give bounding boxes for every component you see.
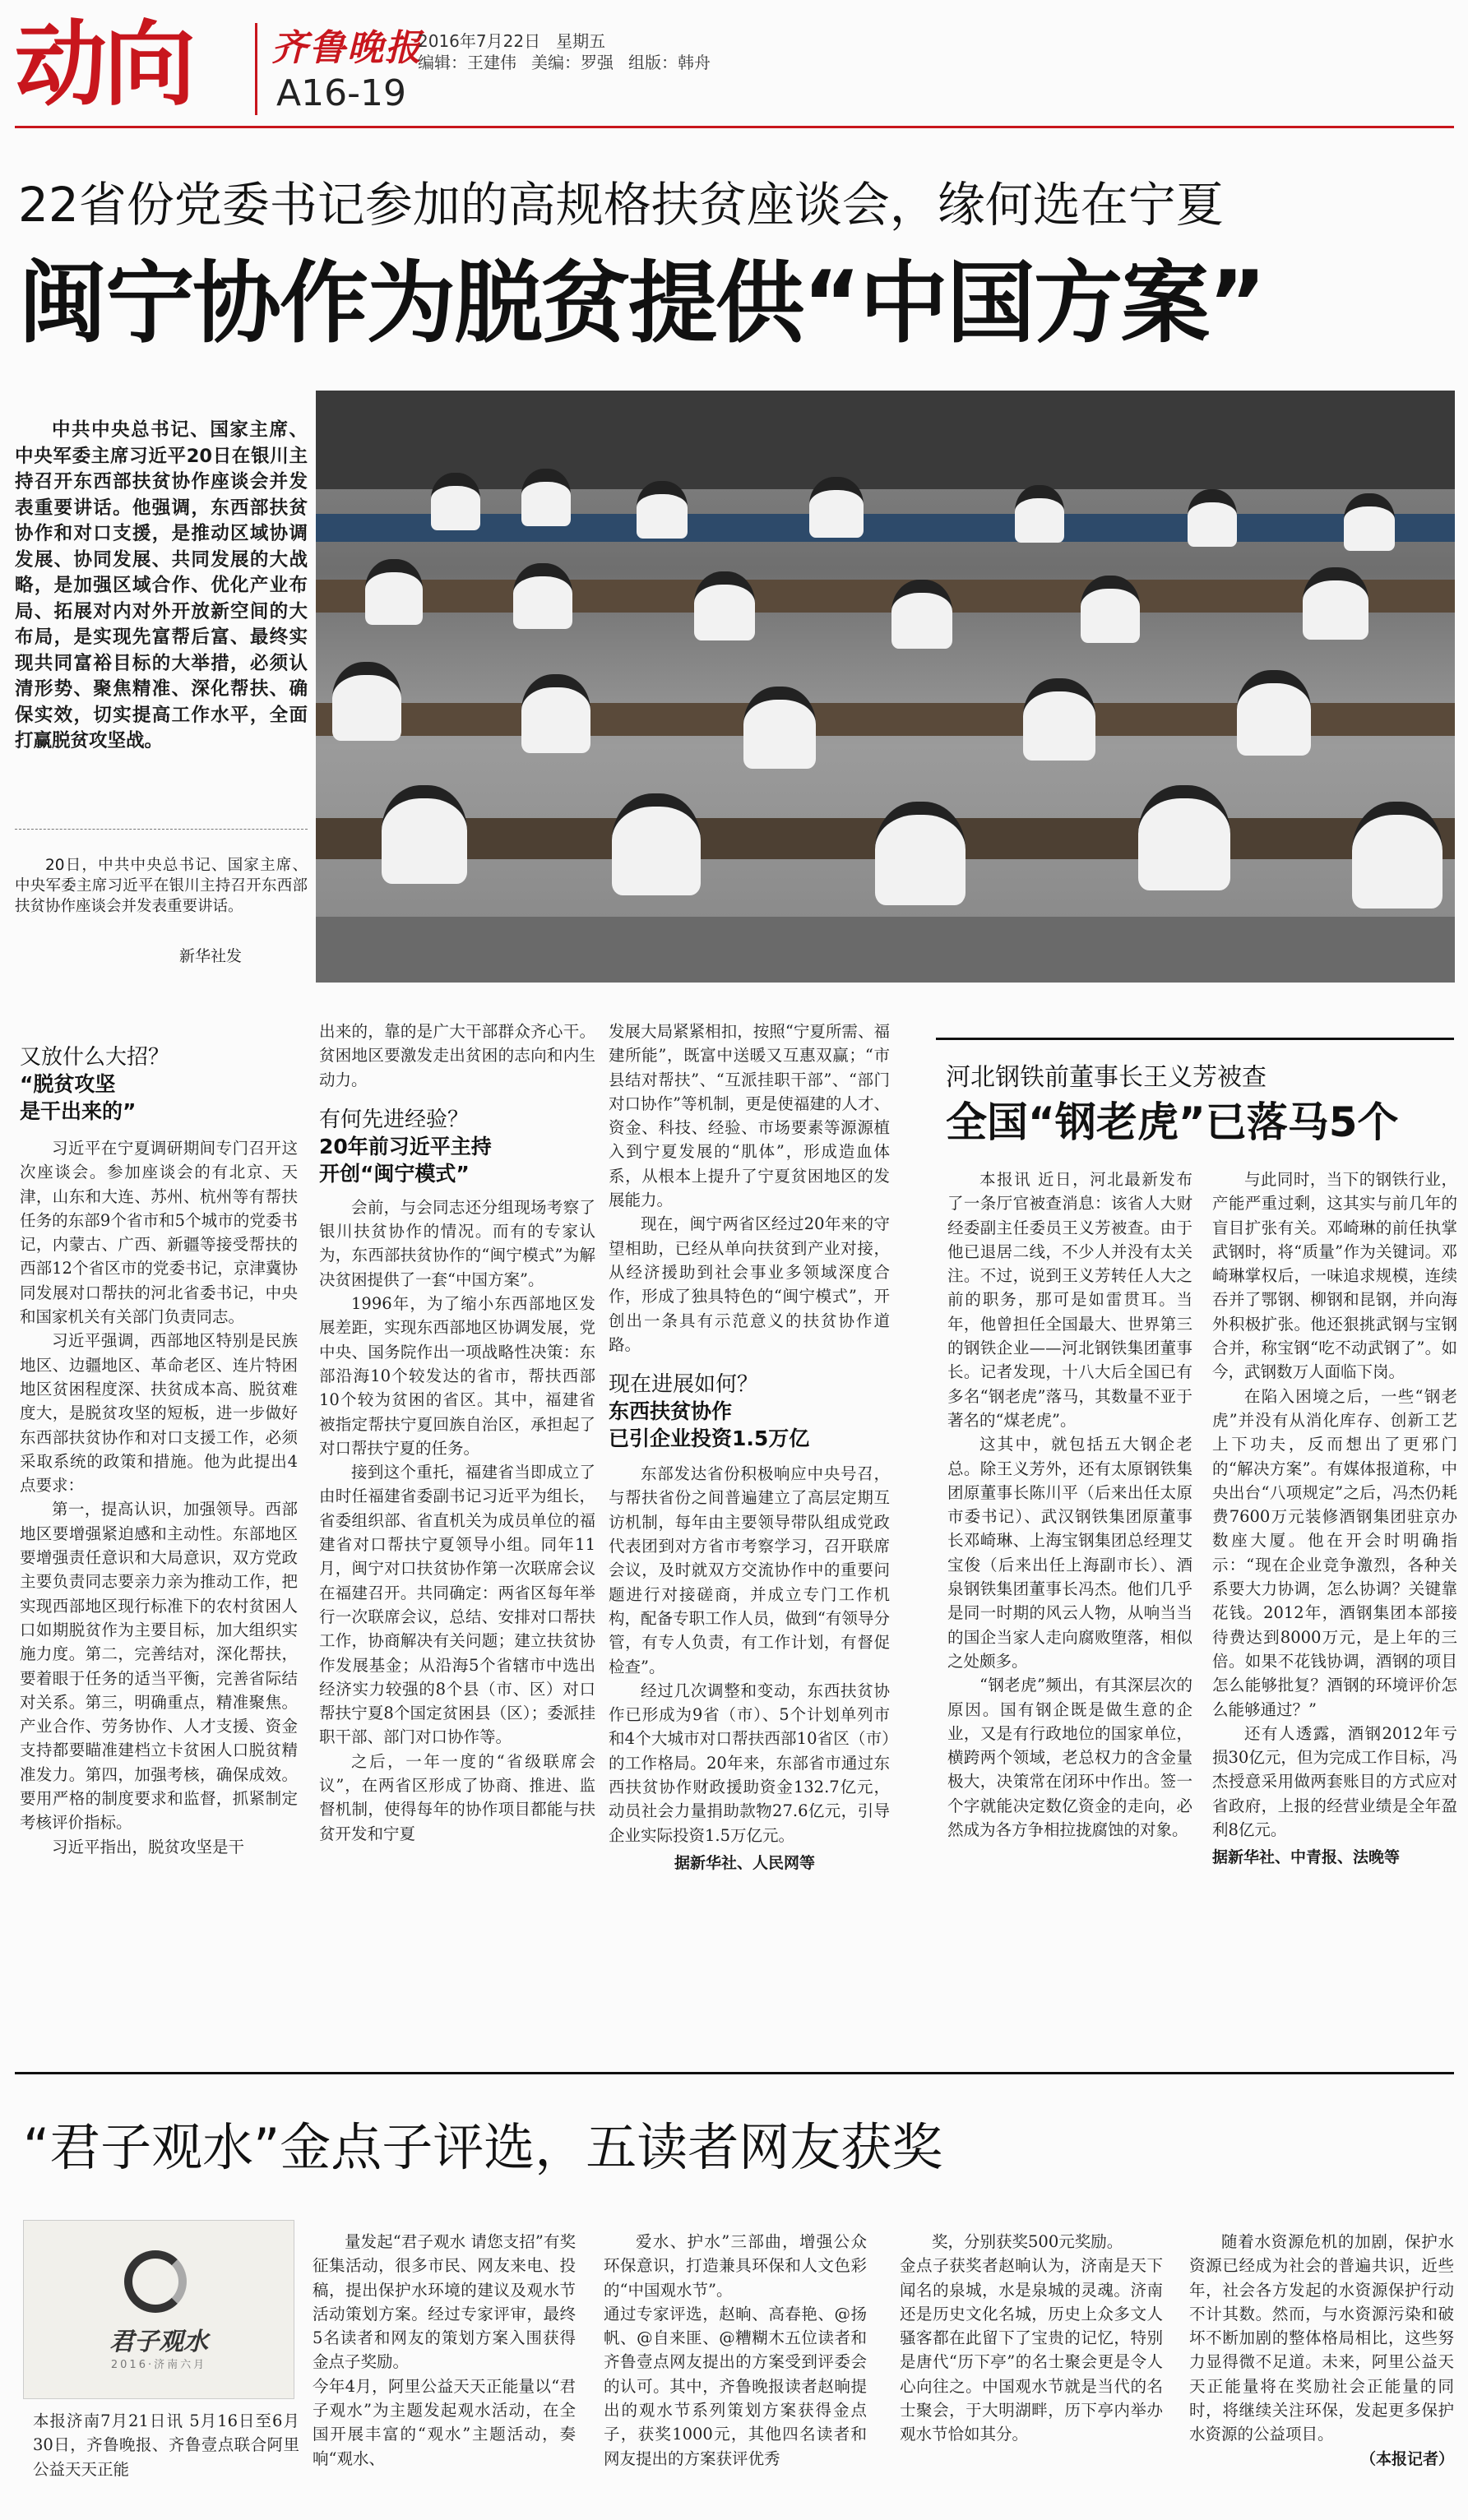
logo-subtitle: 2016·济南六月 [110, 2359, 207, 2371]
paragraph: 习近平在宁夏调研期间专门召开这次座谈会。参加座谈会的有北京、天津，山东和大连、苏州、杭州等有帮扶任务的东部9个省市和5个城市的党委书记，内蒙古、广西、新疆等接受帮扶的西部12个省区市的党委书记，京津冀协同发展对口帮扶的河北省委书记，中央和国家机关有关部门负责同志。 [20, 1139, 298, 1327]
bottom-column-a: 本报济南7月21日讯 5月16日至6月30日，齐鲁晚报、齐鲁壹点联合阿里公益天天正能 [33, 2411, 299, 2479]
main-kicker: 22省份党委书记参加的高规格扶贫座谈会，缘何选在宁夏 [18, 177, 1224, 233]
right-headline: 全国“钢老虎”已落马5个 [946, 1098, 1399, 1146]
bottom-article-rule [15, 2072, 1454, 2074]
paragraph: 这其中，就包括五大钢企老总。除王义芳外，还有太原钢铁集团原董事长陈川平（后来出任太原市委书记）、武汉钢铁集团原董事长邓崎琳、上海宝钢集团总经理艾宝俊（后来出任上海副市长）、酒泉钢铁集团董事长冯杰。他们几乎是同一时期的风云人物，从响当当的国企当家人走向腐败堕落，相似之处颇多。 [947, 1435, 1192, 1671]
header-divider [255, 23, 257, 115]
bottom-headline: “君子观水”金点子评选，五读者网友获奖 [23, 2117, 943, 2177]
masthead-logo: 齐鲁晚报 [271, 27, 423, 69]
subhead-answer-line1: 东西扶贫协作 [609, 1399, 733, 1424]
paragraph: 现在，闽宁两省区经过20年来的守望相助，已经从单向扶贫到产业对接，从经济援助到社会事业多领域深度合作，形成了独具特色的“闽宁模式”，开创出一条具有示范意义的扶贫协作道路。 [609, 1214, 890, 1354]
lead-in-text: 出来的，靠的是广大干部群众齐心干。贫困地区要激发走出贫困的志向和内生动力。 [319, 1022, 595, 1089]
subhead-answer-line2: 已引企业投资1.5万亿 [609, 1426, 810, 1451]
staff-credits [418, 49, 725, 73]
photo-caption: 20日，中共中央总书记、国家主席、中央军委主席习近平在银川主持召开东西部扶贫协作座谈会并发表重要讲话。 [15, 857, 308, 915]
article-column-2 [319, 1020, 595, 1846]
paragraph: 会前，与会同志还分组现场考察了银川扶贫协作的情况。而有的专家认为，东西部扶贫协作的“闽宁模式”为解决贫困提供了一套“中国方案”。 [319, 1197, 595, 1289]
designer: 美编：罗强 [531, 53, 614, 72]
paragraph: 与此同时，当下的钢铁行业，产能严重过剩，这其实与前几年的盲目扩张有关。邓崎琳的前任执掌武钢时，将“质量”作为关键词。邓崎琳掌权后，一味追求规模，连续吞并了鄂钢、柳钢和昆钢，并向海外积极扩张。他还狠挑武钢与宝钢合并，称宝钢“吃不动武钢了”。如今，武钢数万人面临下岗。 [1212, 1170, 1457, 1382]
right-column-a [947, 1168, 1192, 1842]
article-source: 据新华社、人民网等 [674, 1853, 816, 1872]
section-title: 动向 [15, 12, 192, 118]
paragraph: 接到这个重托，福建省当即成立了由时任福建省委副书记习近平为组长，省委组织部、省直机关为成员单位的福建省对口帮扶宁夏领导小组。同年11月，闽宁对口扶贫协作第一次联席会议在福建召开。共同确定：两省区每年举行一次联席会议，总结、安排对口帮扶工作，协商解决有关问题；建立扶贫协作发展基金；从沿海5个省辖市中选出经济实力较强的8个县（市、区）对口帮扶宁夏8个国定贫困县（区）；委派挂职干部、部门对口协作等。 [319, 1463, 595, 1747]
page-range: A16-19 [276, 72, 406, 114]
editor: 编辑：王建伟 [418, 53, 516, 72]
subhead-answer-line1: 20年前习近平主持 [319, 1134, 492, 1158]
caption-divider [15, 829, 308, 830]
article-source: 据新华社、中青报、法晚等 [1212, 1848, 1401, 1867]
bottom-column-b: 量发起“君子观水 请您支招”有奖征集活动，很多市民、网友来电、投稿，提出保护水环境的建议及观水节活动策划方案。经过专家评审，最终5名读者和网友的策划方案入围获得金点子奖励。 今年4月，阿里公益天天正能量以“君子观水”为主题发起观水活动，在全国开展丰富的“观水”主题活动，奏响“观水、 [313, 2232, 576, 2468]
column-body [20, 1136, 298, 1859]
logo-text: 君子观水 [109, 2328, 208, 2356]
subhead-question: 又放什么大招？ [20, 1045, 170, 1070]
column-body [319, 1195, 595, 1846]
subhead-answer-line2: 开创“闽宁模式” [319, 1161, 470, 1186]
column-body [609, 1462, 890, 1847]
lead-in-text: 发展大局紧紧相扣，按照“宁夏所需、福建所能”，既富中送暖又互惠双赢；“市县结对帮扶”、“互派挂职干部”、“部门对口协作”等机制，更是使福建的人才、资金、科技、经验、市场要素等源源植入到宁夏发展的“肌体”，形成造血体系，从根本上提升了宁夏贫困地区的发展能力。 [609, 1022, 890, 1210]
paragraph: 在陷入困境之后，一些“钢老虎”并没有从消化库存、创新工艺上下功夫，反而想出了更邪门的“解决方案”。有媒体报道称，中央出台“八项规定”之后，冯杰仍耗费7600万元装修酒钢集团驻京办数座大厦。他在开会时明确指示：“现在企业竞争激烈，各种关系要大力协调，怎么协调？关键靠花钱。2012年，酒钢集团本部接待费达到8000万元，是上年的三倍。如果不花钱协调，酒钢的项目怎么能够批复？酒钢的环境评价怎么能够通过？” [1212, 1386, 1457, 1719]
subhead-answer-line1: “脱贫攻坚 [20, 1072, 116, 1096]
paragraph: 经过几次调整和变动，东西扶贫协作已形成为9省（市）、5个计划单列市和4个大城市对口帮扶西部10省区（市）的工作格局。20年来，东部省市通过东西扶贫协作财政援助资金132.7亿元，动员社会力量捐助款物27.6亿元，引导企业实际投资1.5万亿元。 [609, 1681, 890, 1845]
column-body [1212, 1168, 1457, 1842]
right-column-b [1212, 1168, 1457, 1867]
subhead-group [319, 1107, 595, 1187]
paragraph: 1996年，为了缩小东西部地区发展差距，实现东西部地区协调发展，党中央、国务院作出一项战略性决策：东部沿海10个较发达的省市，帮扶西部10个较为贫困的省区。其中，福建省被指定帮扶宁夏回族自治区，承担起了对口帮扶宁夏的任务。 [319, 1294, 595, 1458]
event-logo [23, 2220, 294, 2399]
weekday: 星期五 [556, 31, 606, 51]
layout-editor: 组版：韩舟 [628, 53, 711, 72]
bottom-column-c: 爱水、护水”三部曲，增强公众环保意识，打造兼具环保和人文色彩的“中国观水节”。 通过专家评选，赵晌、高春艳、@扬帆、@自来匪、@糟糊木五位读者和齐鲁壹点网友提出的方案受到评委会的认可。其中，齐鲁晚报读者赵晌提出的观水节系列策划方案获得金点子，获奖1000元，其他四名读者和网友提出的方案获评优秀 [604, 2232, 867, 2468]
paragraph: 习近平强调，西部地区特别是民族地区、边疆地区、革命老区、连片特困地区贫困程度深、扶贫成本高、脱贫难度大，是脱贫攻坚的短板，进一步做好东西部扶贫协作和对口支援工作，必须采取系统的政策和措施。他为此提出4点要求： [20, 1331, 298, 1496]
article-column-3 [609, 1020, 890, 1873]
paragraph: 之后，一年一度的“省级联席会议”，在两省区形成了协商、推进、监督机制，使得每年的协作项目都能与扶贫开发和宁夏 [319, 1751, 595, 1843]
paragraph: 本报讯 近日，河北最新发布了一条厅官被查消息：该省人大财经委副主任委员王义芳被查。由于他已退居二线，不少人并没有太关注。不过，说到王义芳转任人大之前的职务，那可是如雷贯耳。当年，他曾担任全国最大、世界第三的钢铁企业——河北钢铁集团董事长。记者发现，十八大后全国已有多名“钢老虎”落马，其数量不亚于著名的“煤老虎”。 [947, 1170, 1192, 1430]
issue-date [418, 28, 605, 52]
column-body: 随着水资源危机的加剧，保护水资源已经成为社会的普遍共识，近些年，社会各方发起的水资源保护行动不计其数。然而，与水资源污染和破坏不断加剧的整体格局相比，这些努力显得微不足道。未来，阿里公益天天正能量将在奖励社会正能量的同时，将继续关注环保，发起更多保护水资源的公益项目。 [1189, 2232, 1454, 2444]
right-article-rule [936, 1038, 1454, 1040]
subhead-answer-line2: 是干出来的” [20, 1099, 137, 1123]
bottom-column-e [1189, 2230, 1454, 2469]
date: 2016年7月22日 [418, 31, 541, 51]
ripple-icon [124, 2250, 187, 2313]
page-header [15, 5, 1454, 128]
paragraph: 东部发达省份积极响应中央号召，与帮扶省份之间普遍建立了高层定期互访机制，每年由主要领导带队组成党政代表团到对方省市考察学习，召开联席会议，及时就双方交流协作中的重要问题进行对接磋商，并成立专门工作机构，配备专职工作人员，做到“有领导分管，有专人负责，有工作计划，有督促检查”。 [609, 1464, 890, 1676]
bottom-column-d: 奖，分别获奖500元奖励。 金点子获奖者赵晌认为，济南是天下闻名的泉城，水是泉城的灵魂。济南还是历史文化名城，历史上众多文人骚客都在此留下了宝贵的记忆，特别是唐代“历下亭”的名士聚会更是令人心向往之。中国观水节就是当代的名士聚会，于大明湖畔，历下亭内举办观水节恰如其分。 [900, 2232, 1163, 2444]
paragraph: 还有人透露，酒钢2012年亏损30亿元，但为完成工作目标，冯杰授意采用做两套账目的方式应对省政府，上报的经营业绩是全年盈利8亿元。 [1212, 1723, 1457, 1840]
photo-credit: 新华社发 [179, 947, 243, 965]
article-column-1 [20, 1044, 298, 1859]
meeting-photo [316, 391, 1455, 983]
paragraph: 习近平指出，脱贫攻坚是干 [52, 1837, 245, 1856]
lead-paragraph: 中共中央总书记、国家主席、中央军委主席习近平20日在银川主持召开东西部扶贫协作座谈会并发表重要讲话。他强调，东西部扶贫协作和对口支援，是推动区域协调发展、协同发展、共同发展的大战略，是加强区域合作、优化产业布局、拓展对内对外开放新空间的大布局，是实现先富帮后富、最终实现共同富裕目标的大举措，必须认清形势、聚焦精准、深化帮扶、确保实效，切实提高工作水平，全面打赢脱贫攻坚战。 [15, 419, 308, 751]
main-headline: 闽宁协作为脱贫提供“中国方案” [18, 252, 1265, 355]
subhead-group [609, 1371, 890, 1452]
paragraph: 第一，提高认识，加强领导。西部地区要增强紧迫感和主动性。东部地区要增强责任意识和大局意识，双方党政主要负责同志要亲力亲为推动工作，把实现西部地区现行标准下的农村贫困人口如期脱贫作为主要目标，加大组织实施力度。第二，完善结对，深化帮扶，要着眼于任务的适当平衡，完善省际结对关系。第三，明确重点，精准聚焦。产业合作、劳务协作、人才支援、资金支持都要瞄准建档立卡贫困人口脱贫精准发力。第四，加强考核，确保成效。要用严格的制度要求和监督，抓紧制定考核评价指标。 [20, 1500, 298, 1833]
subhead-question: 现在进展如何？ [609, 1372, 759, 1398]
article-source: （本报记者） [1359, 2449, 1454, 2468]
subhead-question: 有何先进经验？ [319, 1107, 470, 1132]
paragraph: “钢老虎”频出，有其深层次的原因。国有钢企既是做生意的企业，又是有行政地位的国家单位，横跨两个领域，老总权力的含金量极大，决策常在闭环中作出。签一个字就能决定数亿资金的走向，必然成为各方争相拉拢腐蚀的对象。 [947, 1676, 1192, 1840]
right-kicker: 河北钢铁前董事长王义芳被查 [946, 1063, 1267, 1092]
